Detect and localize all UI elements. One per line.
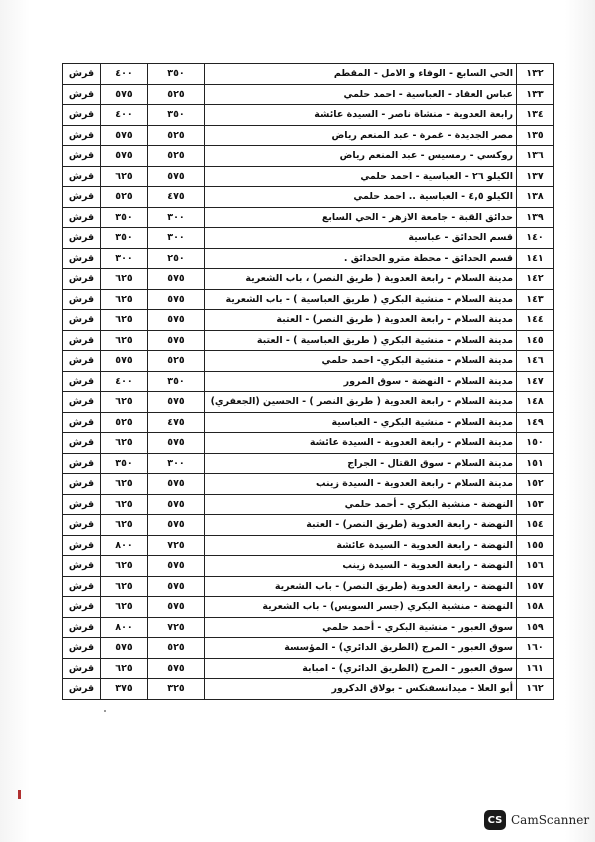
table-row	[63, 474, 554, 495]
table-row	[63, 638, 554, 659]
fare-value: ٥٢٥	[148, 146, 205, 167]
camscanner-name: CamScanner	[511, 813, 590, 827]
route-number: ١٦١	[517, 658, 554, 679]
route-number: ١٤٨	[517, 392, 554, 413]
fare-value-new: ٦٢٥	[101, 658, 148, 679]
route-number: ١٥٠	[517, 433, 554, 454]
fare-value: ٥٧٥	[148, 556, 205, 577]
currency-unit: قرش	[63, 515, 101, 536]
table-row	[63, 453, 554, 474]
fare-value: ٥٧٥	[148, 474, 205, 495]
fare-value: ٣٠٠	[148, 207, 205, 228]
fare-value-new: ٨٠٠	[101, 535, 148, 556]
table-row	[63, 433, 554, 454]
currency-unit: قرش	[63, 556, 101, 577]
table-row	[63, 105, 554, 126]
currency-unit: قرش	[63, 84, 101, 105]
fare-value-new: ٦٢٥	[101, 556, 148, 577]
route-name: رابعة العدوية - منشاة ناصر - السيدة عائشة	[205, 105, 517, 126]
fare-value-new: ٣٥٠	[101, 228, 148, 249]
route-name: النهضة - رابعة العدوية - السيدة عائشة	[205, 535, 517, 556]
fare-value-new: ٥٧٥	[101, 351, 148, 372]
currency-unit: قرش	[63, 597, 101, 618]
route-name: مدينة السلام - منشية البكري- احمد حلمي	[205, 351, 517, 372]
currency-unit: قرش	[63, 146, 101, 167]
route-name: مدينة السلام - منشية البكري ( طريق العباسية ) - باب الشعرية	[205, 289, 517, 310]
fare-value-new: ٥٧٥	[101, 84, 148, 105]
fare-value: ٧٢٥	[148, 535, 205, 556]
fare-value-new: ٨٠٠	[101, 617, 148, 638]
route-number: ١٥٥	[517, 535, 554, 556]
route-name: قسم الحدائق - عباسية	[205, 228, 517, 249]
route-name: الكيلو ٢٦ - العباسية - احمد حلمي	[205, 166, 517, 187]
currency-unit: قرش	[63, 207, 101, 228]
fare-value-new: ٦٢٥	[101, 392, 148, 413]
route-name: حدائق القبة - جامعة الازهر - الحي السابع	[205, 207, 517, 228]
fare-value: ٥٧٥	[148, 433, 205, 454]
route-name: النهضة - رابعة العدوية - السيدة زينب	[205, 556, 517, 577]
fare-value-new: ٦٢٥	[101, 166, 148, 187]
route-number: ١٤٠	[517, 228, 554, 249]
route-number: ١٣٨	[517, 187, 554, 208]
route-name: النهضة - منشية البكري - أحمد حلمي	[205, 494, 517, 515]
table-row	[63, 658, 554, 679]
table-row	[63, 679, 554, 700]
currency-unit: قرش	[63, 392, 101, 413]
currency-unit: قرش	[63, 105, 101, 126]
table-row	[63, 392, 554, 413]
scan-margin-mark	[18, 790, 21, 799]
currency-unit: قرش	[63, 453, 101, 474]
table-row	[63, 289, 554, 310]
route-name: قسم الحدائق - محطة مترو الحدائق .	[205, 248, 517, 269]
fare-value-new: ٦٢٥	[101, 433, 148, 454]
fare-value-new: ٦٢٥	[101, 289, 148, 310]
route-number: ١٤٩	[517, 412, 554, 433]
route-name: سوق العبور - المرج (الطريق الدائري) - امبابة	[205, 658, 517, 679]
table-row	[63, 515, 554, 536]
fare-value: ٤٧٥	[148, 187, 205, 208]
route-name: الحي السابع - الوفاء و الامل - المقطم	[205, 64, 517, 85]
route-name: سوق العبور - المرج (الطريق الدائري) - المؤسسة	[205, 638, 517, 659]
table-row	[63, 597, 554, 618]
route-number: ١٣٦	[517, 146, 554, 167]
route-name: النهضة - رابعة العدوية (طريق النصر) - باب الشعرية	[205, 576, 517, 597]
route-number: ١٦٠	[517, 638, 554, 659]
table-row	[63, 146, 554, 167]
fare-value: ٥٢٥	[148, 638, 205, 659]
table-row	[63, 617, 554, 638]
route-number: ١٥٣	[517, 494, 554, 515]
table-row	[63, 228, 554, 249]
currency-unit: قرش	[63, 638, 101, 659]
fare-value-new: ٤٠٠	[101, 105, 148, 126]
fare-value: ٥٧٥	[148, 166, 205, 187]
route-number: ١٤٣	[517, 289, 554, 310]
currency-unit: قرش	[63, 617, 101, 638]
fare-value: ٤٧٥	[148, 412, 205, 433]
table-row	[63, 64, 554, 85]
currency-unit: قرش	[63, 248, 101, 269]
fare-value-new: ٦٢٥	[101, 269, 148, 290]
fare-value: ٣٠٠	[148, 228, 205, 249]
fare-value: ٣٠٠	[148, 453, 205, 474]
table-row	[63, 576, 554, 597]
route-number: ١٥١	[517, 453, 554, 474]
route-number: ١٣٧	[517, 166, 554, 187]
route-name: روكسي - رمسيس - عبد المنعم رياض	[205, 146, 517, 167]
table-row	[63, 269, 554, 290]
fare-value-new: ٦٢٥	[101, 597, 148, 618]
currency-unit: قرش	[63, 166, 101, 187]
table-row	[63, 166, 554, 187]
route-name: مدينة السلام - رابعة العدوية ( طريق النصر) ، باب الشعرية	[205, 269, 517, 290]
table-row	[63, 330, 554, 351]
fare-value-new: ٤٠٠	[101, 64, 148, 85]
fare-value-new: ٥٢٥	[101, 187, 148, 208]
route-name: مدينة السلام - منشية البكري ( طريق العباسية ) - العتبة	[205, 330, 517, 351]
fare-value-new: ٣٠٠	[101, 248, 148, 269]
table-row	[63, 84, 554, 105]
route-number: ١٤٤	[517, 310, 554, 331]
route-number: ١٥٩	[517, 617, 554, 638]
fare-value: ٥٧٥	[148, 289, 205, 310]
fare-value: ٥٧٥	[148, 330, 205, 351]
route-name: أبو العلا - ميدانسفنكس - بولاق الدكرور	[205, 679, 517, 700]
route-name: النهضة - منشية البكري (جسر السويس) - باب الشعرية	[205, 597, 517, 618]
fare-value-new: ٣٥٠	[101, 207, 148, 228]
route-number: ١٣٤	[517, 105, 554, 126]
table-row	[63, 248, 554, 269]
route-number: ١٥٢	[517, 474, 554, 495]
fare-value: ٥٧٥	[148, 576, 205, 597]
route-name: مدينة السلام - رابعة العدوية ( طريق النصر ) - الحسين (الجعفري)	[205, 392, 517, 413]
fare-value: ٥٧٥	[148, 494, 205, 515]
currency-unit: قرش	[63, 658, 101, 679]
route-number: ١٣٥	[517, 125, 554, 146]
fare-value: ٣٥٠	[148, 371, 205, 392]
fare-value: ٥٧٥	[148, 515, 205, 536]
currency-unit: قرش	[63, 228, 101, 249]
route-number: ١٥٤	[517, 515, 554, 536]
currency-unit: قرش	[63, 187, 101, 208]
route-number: ١٣٩	[517, 207, 554, 228]
fare-value: ٢٥٠	[148, 248, 205, 269]
table-row	[63, 494, 554, 515]
camscanner-logo-icon: CS	[484, 810, 506, 830]
route-name: الكيلو ٤,٥ - العباسية .. احمد حلمي	[205, 187, 517, 208]
fare-value-new: ٤٠٠	[101, 371, 148, 392]
fare-value-new: ٦٢٥	[101, 474, 148, 495]
route-name: مدينة السلام - منشية البكري - العباسية	[205, 412, 517, 433]
currency-unit: قرش	[63, 535, 101, 556]
fare-value-new: ٥٧٥	[101, 638, 148, 659]
route-number: ١٣٣	[517, 84, 554, 105]
route-number: ١٤٦	[517, 351, 554, 372]
route-number: ١٤٧	[517, 371, 554, 392]
fare-value: ٣٥٠	[148, 105, 205, 126]
fare-value: ٥٢٥	[148, 351, 205, 372]
table-row	[63, 351, 554, 372]
currency-unit: قرش	[63, 412, 101, 433]
fare-value: ٥٧٥	[148, 392, 205, 413]
table-row	[63, 556, 554, 577]
table-row	[63, 187, 554, 208]
fare-value-new: ٣٥٠	[101, 453, 148, 474]
route-number: ١٦٢	[517, 679, 554, 700]
table-row	[63, 310, 554, 331]
fare-value: ٧٢٥	[148, 617, 205, 638]
fare-value-new: ٦٢٥	[101, 310, 148, 331]
fare-value: ٣٥٠	[148, 64, 205, 85]
route-name: سوق العبور - منشية البكري - أحمد حلمي	[205, 617, 517, 638]
route-number: ١٣٢	[517, 64, 554, 85]
fare-value: ٥٢٥	[148, 125, 205, 146]
route-number: ١٥٦	[517, 556, 554, 577]
fare-value-new: ٥٢٥	[101, 412, 148, 433]
currency-unit: قرش	[63, 310, 101, 331]
scan-speck	[104, 710, 106, 712]
fare-value-new: ٦٢٥	[101, 494, 148, 515]
fare-value: ٥٧٥	[148, 658, 205, 679]
fare-value-new: ٦٢٥	[101, 330, 148, 351]
currency-unit: قرش	[63, 576, 101, 597]
fare-value-new: ٦٢٥	[101, 515, 148, 536]
route-name: النهضة - رابعة العدوية (طريق النصر) - العتبة	[205, 515, 517, 536]
currency-unit: قرش	[63, 125, 101, 146]
fare-table-body	[63, 64, 554, 700]
fare-value-new: ٥٧٥	[101, 125, 148, 146]
currency-unit: قرش	[63, 351, 101, 372]
route-number: ١٥٧	[517, 576, 554, 597]
route-name: مدينة السلام - رابعة العدوية - السيدة عائشة	[205, 433, 517, 454]
route-name: مدينة السلام - سوق القتال - الجراج	[205, 453, 517, 474]
camscanner-watermark	[484, 810, 589, 830]
currency-unit: قرش	[63, 474, 101, 495]
route-name: عباس العقاد - العباسية - احمد حلمي	[205, 84, 517, 105]
currency-unit: قرش	[63, 494, 101, 515]
route-name: مدينة السلام - رابعة العدوية ( طريق النصر) - العتبة	[205, 310, 517, 331]
currency-unit: قرش	[63, 269, 101, 290]
fare-value-new: ٥٧٥	[101, 146, 148, 167]
route-number: ١٤٢	[517, 269, 554, 290]
table-row	[63, 371, 554, 392]
fare-value: ٥٧٥	[148, 597, 205, 618]
currency-unit: قرش	[63, 679, 101, 700]
table-row	[63, 535, 554, 556]
route-number: ١٥٨	[517, 597, 554, 618]
table-row	[63, 207, 554, 228]
currency-unit: قرش	[63, 64, 101, 85]
route-number: ١٤١	[517, 248, 554, 269]
currency-unit: قرش	[63, 433, 101, 454]
currency-unit: قرش	[63, 330, 101, 351]
fare-table	[62, 63, 554, 700]
table-row	[63, 412, 554, 433]
fare-value: ٥٧٥	[148, 310, 205, 331]
fare-value: ٣٢٥	[148, 679, 205, 700]
route-name: مصر الجديدة - غمرة - عبد المنعم رياض	[205, 125, 517, 146]
currency-unit: قرش	[63, 289, 101, 310]
route-name: مدينة السلام - رابعة العدوية - السيدة زينب	[205, 474, 517, 495]
route-number: ١٤٥	[517, 330, 554, 351]
route-name: مدينة السلام - النهضة - سوق المرور	[205, 371, 517, 392]
table-row	[63, 125, 554, 146]
fare-value-new: ٣٧٥	[101, 679, 148, 700]
fare-value-new: ٦٢٥	[101, 576, 148, 597]
fare-value: ٥٧٥	[148, 269, 205, 290]
fare-value: ٥٢٥	[148, 84, 205, 105]
currency-unit: قرش	[63, 371, 101, 392]
